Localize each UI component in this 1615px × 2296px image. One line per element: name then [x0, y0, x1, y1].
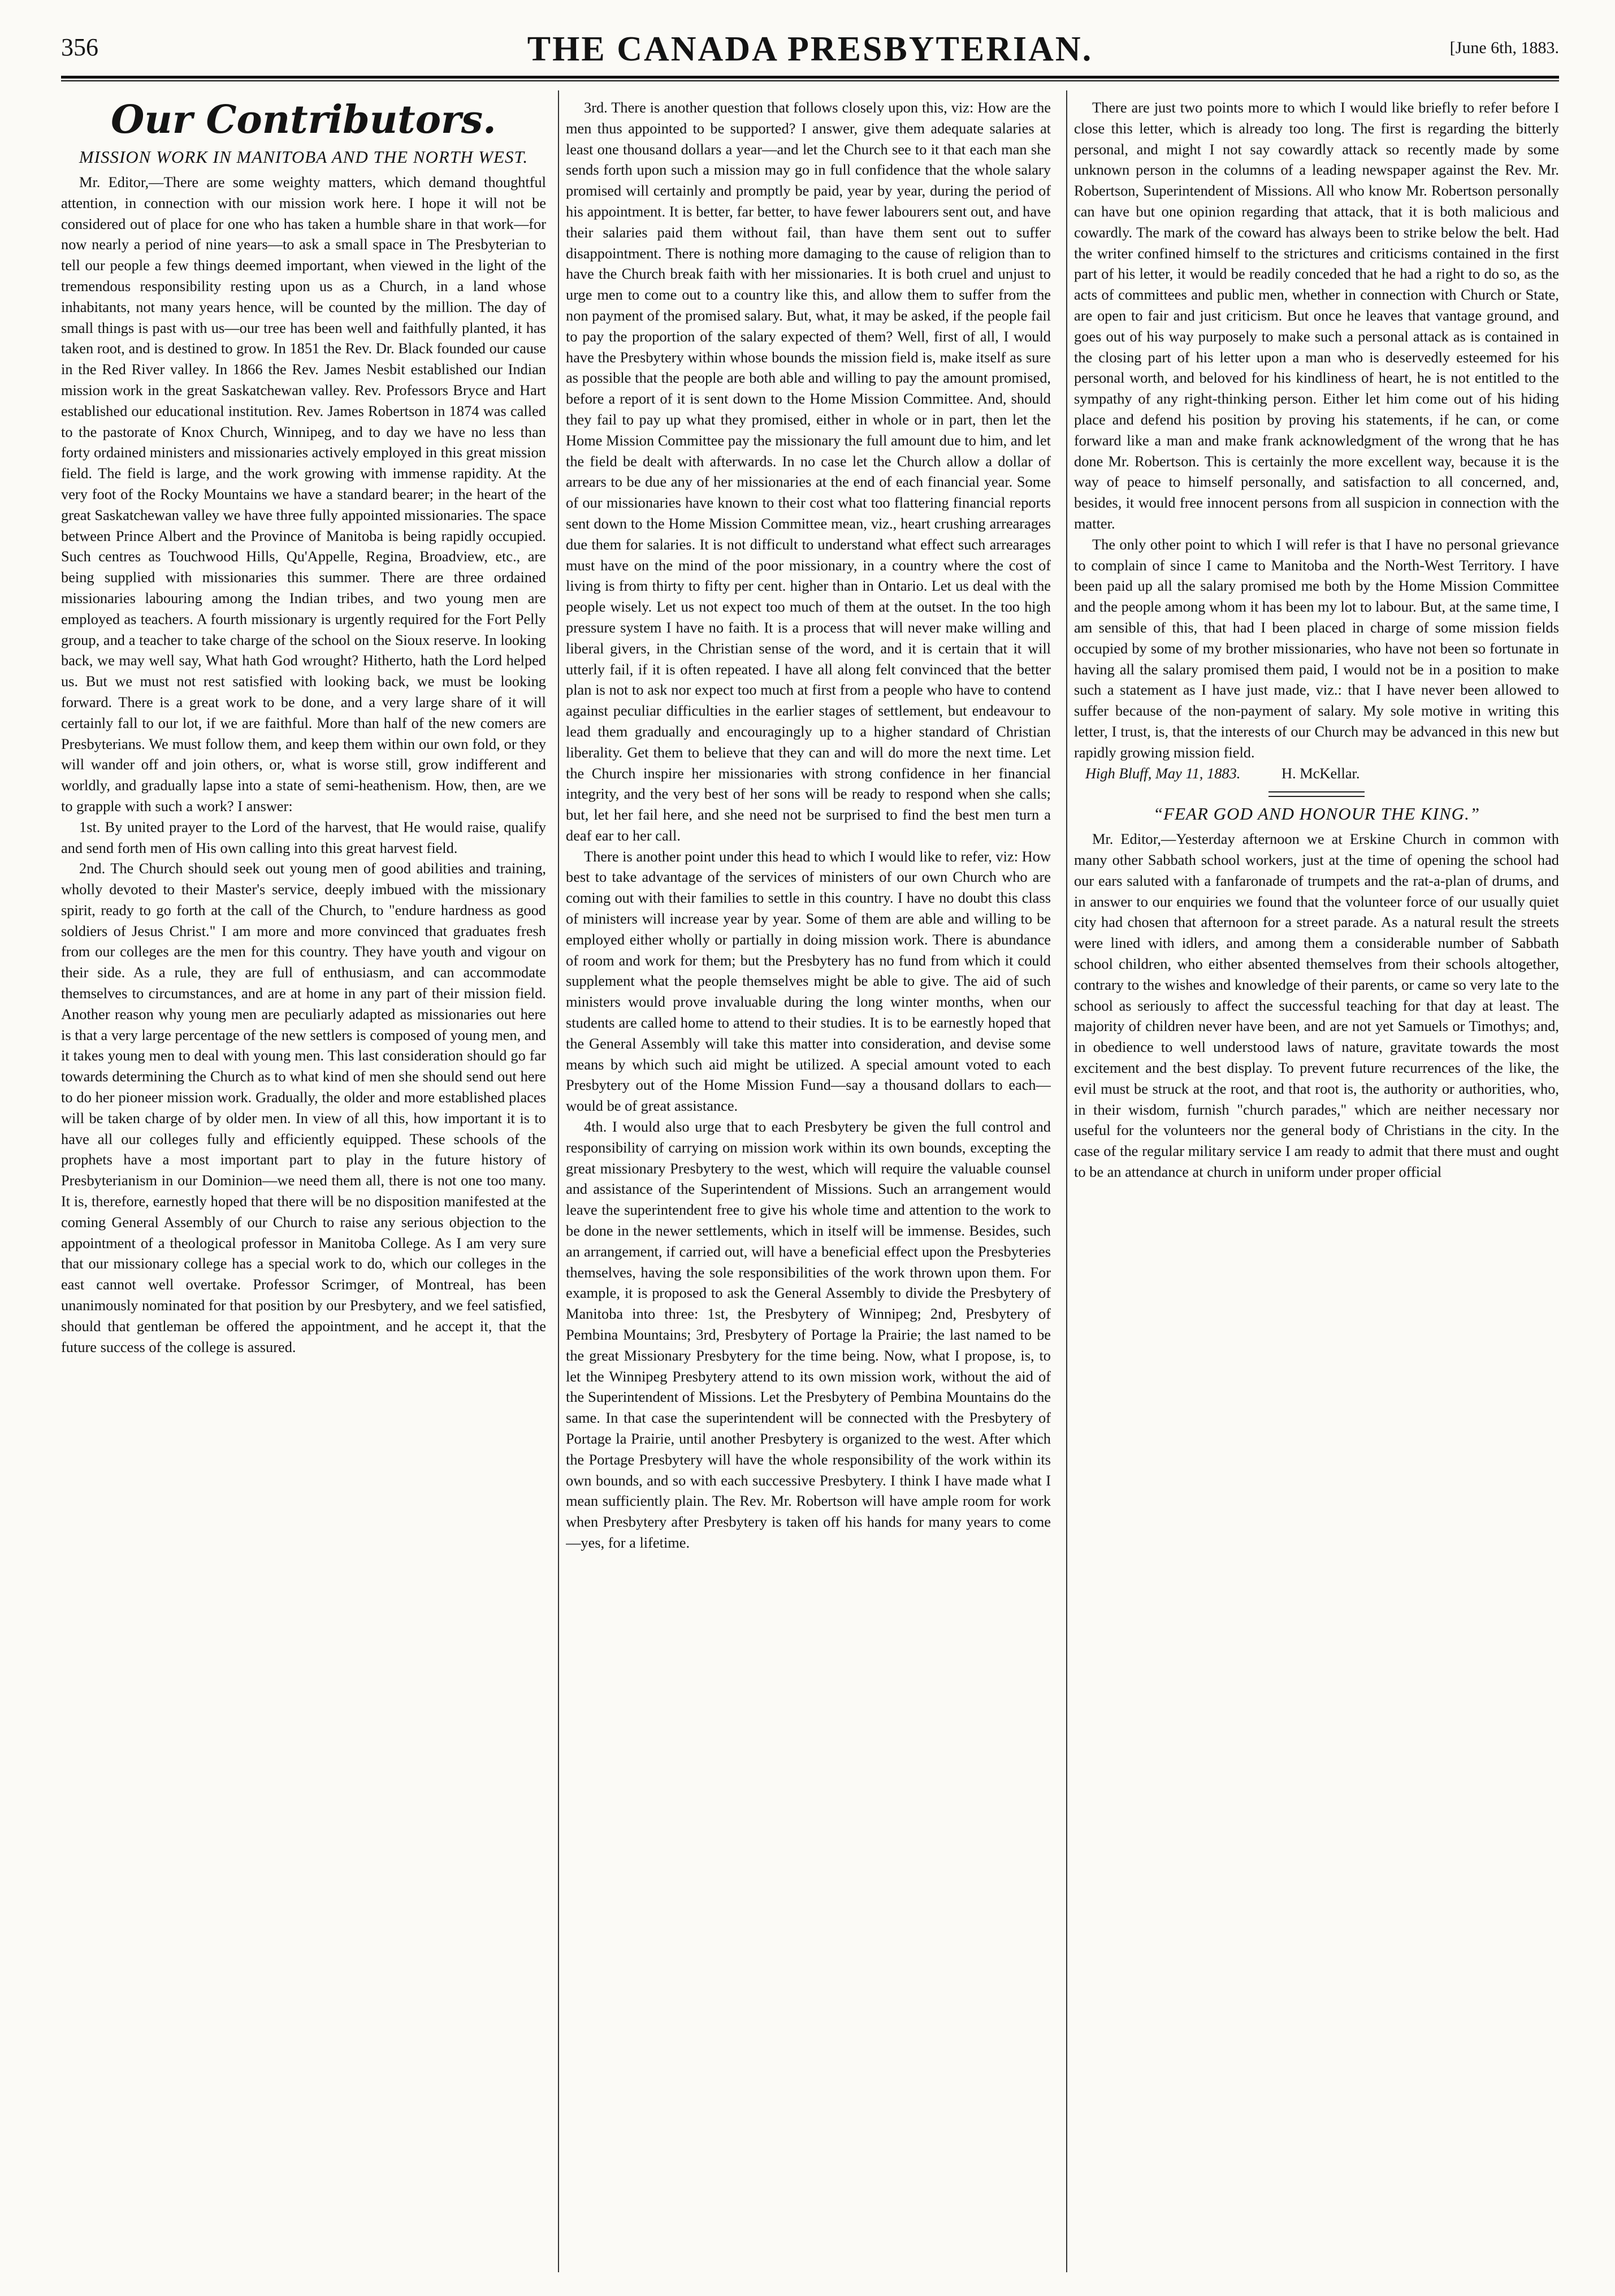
article-headline: MISSION WORK IN MANITOBA AND THE NORTH WEST.	[79, 147, 529, 167]
masthead-rule	[61, 76, 1559, 81]
column-1	[61, 97, 546, 2265]
article-paragraph: There are just two points more to which I would like briefly to refer before I close this letter, which is already too long. The first is regarding the bitterly personal, and might I not say cowardly attack so recently made by some unknown person in the columns of a leading newspaper against the Rev. Mr. Robertson, Superintendent of Missions. All who know Mr. Robertson personally can have but one opinion regarding that attack, that it is both malicious and cowardly. The mark of the coward has always been to strike below the belt. Had the writer confined himself to the strictures and criticisms contained in the first part of his letter, it would be readily conceded that he had a right to do so, as the acts of committees and public men, whether in connection with Church or State, are open to fair and just criticism. But once he leaves that vantage ground, and goes out of his way purposely to make such a personal attack as is contained in the closing part of his letter upon a man who is deservedly esteemed for his personal worth, and beloved for his kindliness of heart, he is not entitled to the sympathy of any right-thinking person. Either let him come out of his hiding place and defend his position by proving his statements, if he can, or come forward like a man and make frank acknowledgment of the wrong that he has done Mr. Robertson. This is certainly the more excellent way, because it is the way of peace to himself personally, and satisfaction to all concerned, and, besides, it would free innocent persons from all suspicion in connection with the matter.	[1074, 99, 1559, 532]
issue-date: [June 6th, 1883.	[1449, 38, 1559, 57]
article-paragraph: 4th. I would also urge that to each Presbytery be given the full control and responsibility of carrying on mission work within its own bounds, excepting the great missionary Presbytery to the west, which will require the valuable counsel and assistance of the Superintendent of Missions. Such an arrangement would leave the superintendent free to give his whole time and attention to the work to be done in the newer settlements, which in itself will be immense. Besides, such an arrangement, if carried out, will have a beneficial effect upon the Presbyteries themselves, having the sole responsibilities of the work thrown upon them. For example, it is proposed to ask the General Assembly to divide the Presbytery of Manitoba into three: 1st, the Presbytery of Winnipeg; 2nd, Presbytery of Pembina Mountains; 3rd, Presbytery of Portage la Prairie; the last named to be the great Missionary Presbytery for the time being. Now, what I propose, is, to let the Winnipeg Presbytery attend to its own mission work, without the aid of the Superintendent of Missions. Let the Presbytery of Pembina Mountains do the same. In that case the superintendent will be connected with the Presbytery of Portage la Prairie, until another Presbytery is organized to the west. After which the Portage Presbytery will have the whole responsibility of the work within its own bounds, and so with each successive Presbytery. I think I have made what I mean sufficiently plain. The Rev. Mr. Robertson will have ample room for work when Presbytery after Presbytery is taken off his hands for many years to come—yes, for a lifetime.	[566, 1118, 1051, 1551]
column-divider	[1066, 90, 1067, 2272]
column-divider	[558, 90, 559, 2272]
masthead	[61, 29, 1559, 70]
article-headline: “FEAR GOD AND HONOUR THE KING.”	[1153, 804, 1480, 824]
article-paragraph: 2nd. The Church should seek out young men of good abilities and training, wholly devoted to their Master's service, deeply imbued with the missionary spirit, ready to go forth at the call of the Church, to "endure hardness as good soldiers of Jesus Christ." I am more and more convinced that graduates fresh from our colleges are the men for this country. They have youth and vigour on their side. As a rule, they are full of enthusiasm, and can accommodate themselves to circumstances, and are at home in any part of their mission field. Another reason why young men are peculiarly adapted as missionaries out here is that a very large percentage of the new settlers is composed of young men, and it takes young men to deal with young men. This last consideration should go far towards determining the Church as to what kind of men she should send out here to do her pioneer mission work. Gradually, the older and more established places will be taken charge of by older men. In view of all this, how important it is to have all our colleges fully and efficiently equipped. These schools of the prophets have a most important part to play in the future history of Presbyterianism in our Dominion—we need them all, there is not one too many. It is, therefore, earnestly hoped that there will be no disposition manifested at the coming General Assembly of our Church to raise any serious objection to the appointment of a theological professor in Manitoba College. As I am very sure that our missionary college has a special work to do, which our colleges in the east cannot well overtake. Professor Scrimger, of Montreal, has been unanimously nominated for that position by our Presbytery, and we feel satisfied, should that gentleman be offered the appointment, and he accept it, that the future success of the college is assured.	[61, 860, 546, 1355]
signature-name: H. McKellar.	[1281, 764, 1360, 782]
article-paragraph: 1st. By united prayer to the Lord of the harvest, that He would raise, qualify and send forth men of His own calling into this great harvest field.	[61, 818, 546, 856]
page-number: 356	[61, 33, 98, 61]
signature-place: High Bluff, May 11, 1883.	[1085, 764, 1241, 782]
article-paragraph: Mr. Editor,—Yesterday afternoon we at Erskine Church in common with many other Sabbath school workers, just at the time of opening the school had our ears saluted with a fanfaronade of trumpets and the rat-a-plan of drums, and in answer to our enquiries we found that the volunteer force of our usually quiet city had chosen that afternoon for a street parade. As a natural result the streets were lined with idlers, and among them a considerable number of Sabbath school children, who either absented themselves from their schools altogether, contrary to the wishes and knowledge of their parents, or came so very late to the school as seriously to affect the successful teaching for that day at least. The majority of children never have been, and are not yet Samuels or Timothys; and, in obedience to well understood laws of nature, gravitate towards the most excitement and the best display. To prevent future recurrences of the like, the evil must be struck at the root, and that root is, the authority or authorities, who, in their wisdom, furnish "church parades," which are neither necessary nor useful for the volunteers nor the general body of Christians in the city. In the case of the regular military service I am ready to admit that there must and ought to be an attendance at church in uniform under proper official	[1074, 830, 1559, 1181]
section-rule	[1268, 791, 1365, 797]
article-paragraph: Mr. Editor,—There are some weighty matters, which demand thoughtful attention, in connection with our mission work here. I hope it will not be considered out of place for one who has taken a humble share in that work—for now nearly a period of nine years—to ask a small space in The Presbyterian to tell our people a few things deemed important, when viewed in the light of the tremendous responsibility resting upon us as a Church, in a land whose inhabitants, not many years hence, will be counted by the million. The day of small things is past with us—our tree has been well and faithfully planted, it has taken root, and is destined to grow. In 1851 the Rev. Dr. Black founded our cause in the Red River valley. In 1866 the Rev. James Nesbit established our Indian mission work in the great Saskatchewan valley. Rev. Professors Bryce and Hart established our educational institution. Rev. James Robertson in 1874 was called to the pastorate of Knox Church, Winnipeg, and to day we have no less than forty ordained ministers and missionaries actively employed in this great mission field. The field is large, and the work growing with immense rapidity. At the very foot of the Rocky Mountains we have a standard bearer; in the heart of the great Saskatchewan valley we have three fully appointed missionaries. The space between Prince Albert and the Province of Manitoba is being rapidly occupied. Such centres as Touchwood Hills, Qu'Appelle, Regina, Broadview, etc., are being supplied with missionaries this summer. There are three ordained missionaries labouring among the Indian tribes, and two young men are employed as teachers. A fourth missionary is urgently required for the Fort Pelly group, and a teacher to take charge of the school on the Sioux reserve. In looking back, we may well say, What hath God wrought? Hitherto, hath the Lord helped us. But we must not rest satisfied with looking back, we must be looking forward. There is a great work to be done, and a very large share of it will certainly fall to our lot, if we are faithful. More than half of the new comers are Presbyterians. We must follow them, and keep them within our own fold, or they will wander off and join others, or, what is worse still, grow indifferent and worldly, and gradually lapse into a state of semi-heathenism. How, then, are we to grapple with such a work? I answer:	[61, 174, 546, 815]
article-paragraph: There is another point under this head to which I would like to refer, viz: How best to take advantage of the services of ministers of our own Church who are coming out with their families to settle in this country. I have no doubt this class of ministers will increase year by year. Some of them are able and willing to be employed either wholly or partially in doing mission work. There is abundance of room and work for them; but the Presbytery has no fund from which it could supplement what the people themselves might be able to give. The aid of such ministers would prove invaluable during the long winter months, when our students are called home to attend to their studies. It is to be earnestly hoped that the General Assembly will take this matter into consideration, and devise some means by which such aid might be utilized. A special amount voted to each Presbytery out of the Home Mission Fund—say a thousand dollars to each—would be of great assistance.	[566, 847, 1051, 1115]
article-paragraph: The only other point to which I will refer is that I have no personal grievance to complain of since I came to Manitoba and the North-West Territory. I have been paid up all the salary promised me both by the Home Mission Committee and the people among whom it has been my lot to labour. But, at the same time, I am sensible of this, that had I been placed in charge of some mission fields occupied by some of my brother missionaries, who have not been so fortunate in having all the salary promised them paid, I would not be in a position to make such a statement as I have just made, viz.: that I have never been allowed to suffer because of the non-payment of salary. My sole motive in writing this letter, I trust, is, that the interests of our Church may be advanced in this new but rapidly growing mission field.	[1074, 535, 1559, 761]
newspaper-title: THE CANADA PRESBYTERIAN.	[527, 30, 1093, 68]
article-paragraph: 3rd. There is another question that follows closely upon this, viz: How are the men thus appointed to be supported? I answer, give them adequate salaries at least one thousand dollars a year—and let the Church see to it that each man she sends forth upon such a mission may go in full confidence that the whole salary promised will certainly and promptly be paid, year by year, during the period of his appointment. It is better, far better, to have fewer labourers sent out, and have their salaries paid them without fail, than have them sent out to suffer disappointment. There is nothing more damaging to the cause of religion than to have the Church break faith with her missionaries. It is both cruel and unjust to urge men to come out to a country like this, and allow them to suffer from the non payment of the promised salary. But, what, it may be asked, if the people fail to pay the proportion of the salary expected of them? Well, first of all, I would have the Presbytery within whose bounds the mission field is, make itself as sure as possible that the people are both able and willing to pay the amount promised, before a report of it is sent down to the Home Mission Committee. And, should they fail to pay up what they promised, either in whole or in part, then let the Home Mission Committee pay the missionary the full amount due to him, and let the field be dealt with afterwards. In no case let the Church allow a dollar of arrears to be due any of her missionaries at the end of each financial year. Some of our missionaries have known to their cost what too flattering financial reports sent down to the Home Mission Committee mean, viz., heart crushing arrearages due them for salaries. It is not difficult to understand what effect such arrearages must have on the mind of the poor missionary, in a country where the cost of living is from thirty to fifty per cent. higher than in Ontario. Let us deal with the people wisely. Let us not expect too much of them at the outset. In the too high pressure system I have no faith. It is a process that will never make willing and liberal givers, in the Christian sense of the word, and it is certain that it will utterly fail, if it is often repeated. I have all along felt convinced that the better plan is not to ask nor expect too much at first from a people who have to contend against peculiar difficulties in the earlier stages of settlement, but endeavour to lead them gradually and encouragingly up to a higher standard of Christian liberality. Get them to believe that they can and will do more the next time. Let the Church inspire her missionaries with strong confidence in her financial integrity, and the very best of her sons will be ready to respond when she calls; but, let her fail here, and she need not be surprised to find the best men turn a deaf ear to her call.	[566, 99, 1051, 844]
column-3	[1074, 97, 1559, 2265]
column-2	[566, 97, 1051, 2265]
department-heading: Our Contributors.	[111, 97, 496, 142]
signature-line	[1074, 763, 1559, 784]
